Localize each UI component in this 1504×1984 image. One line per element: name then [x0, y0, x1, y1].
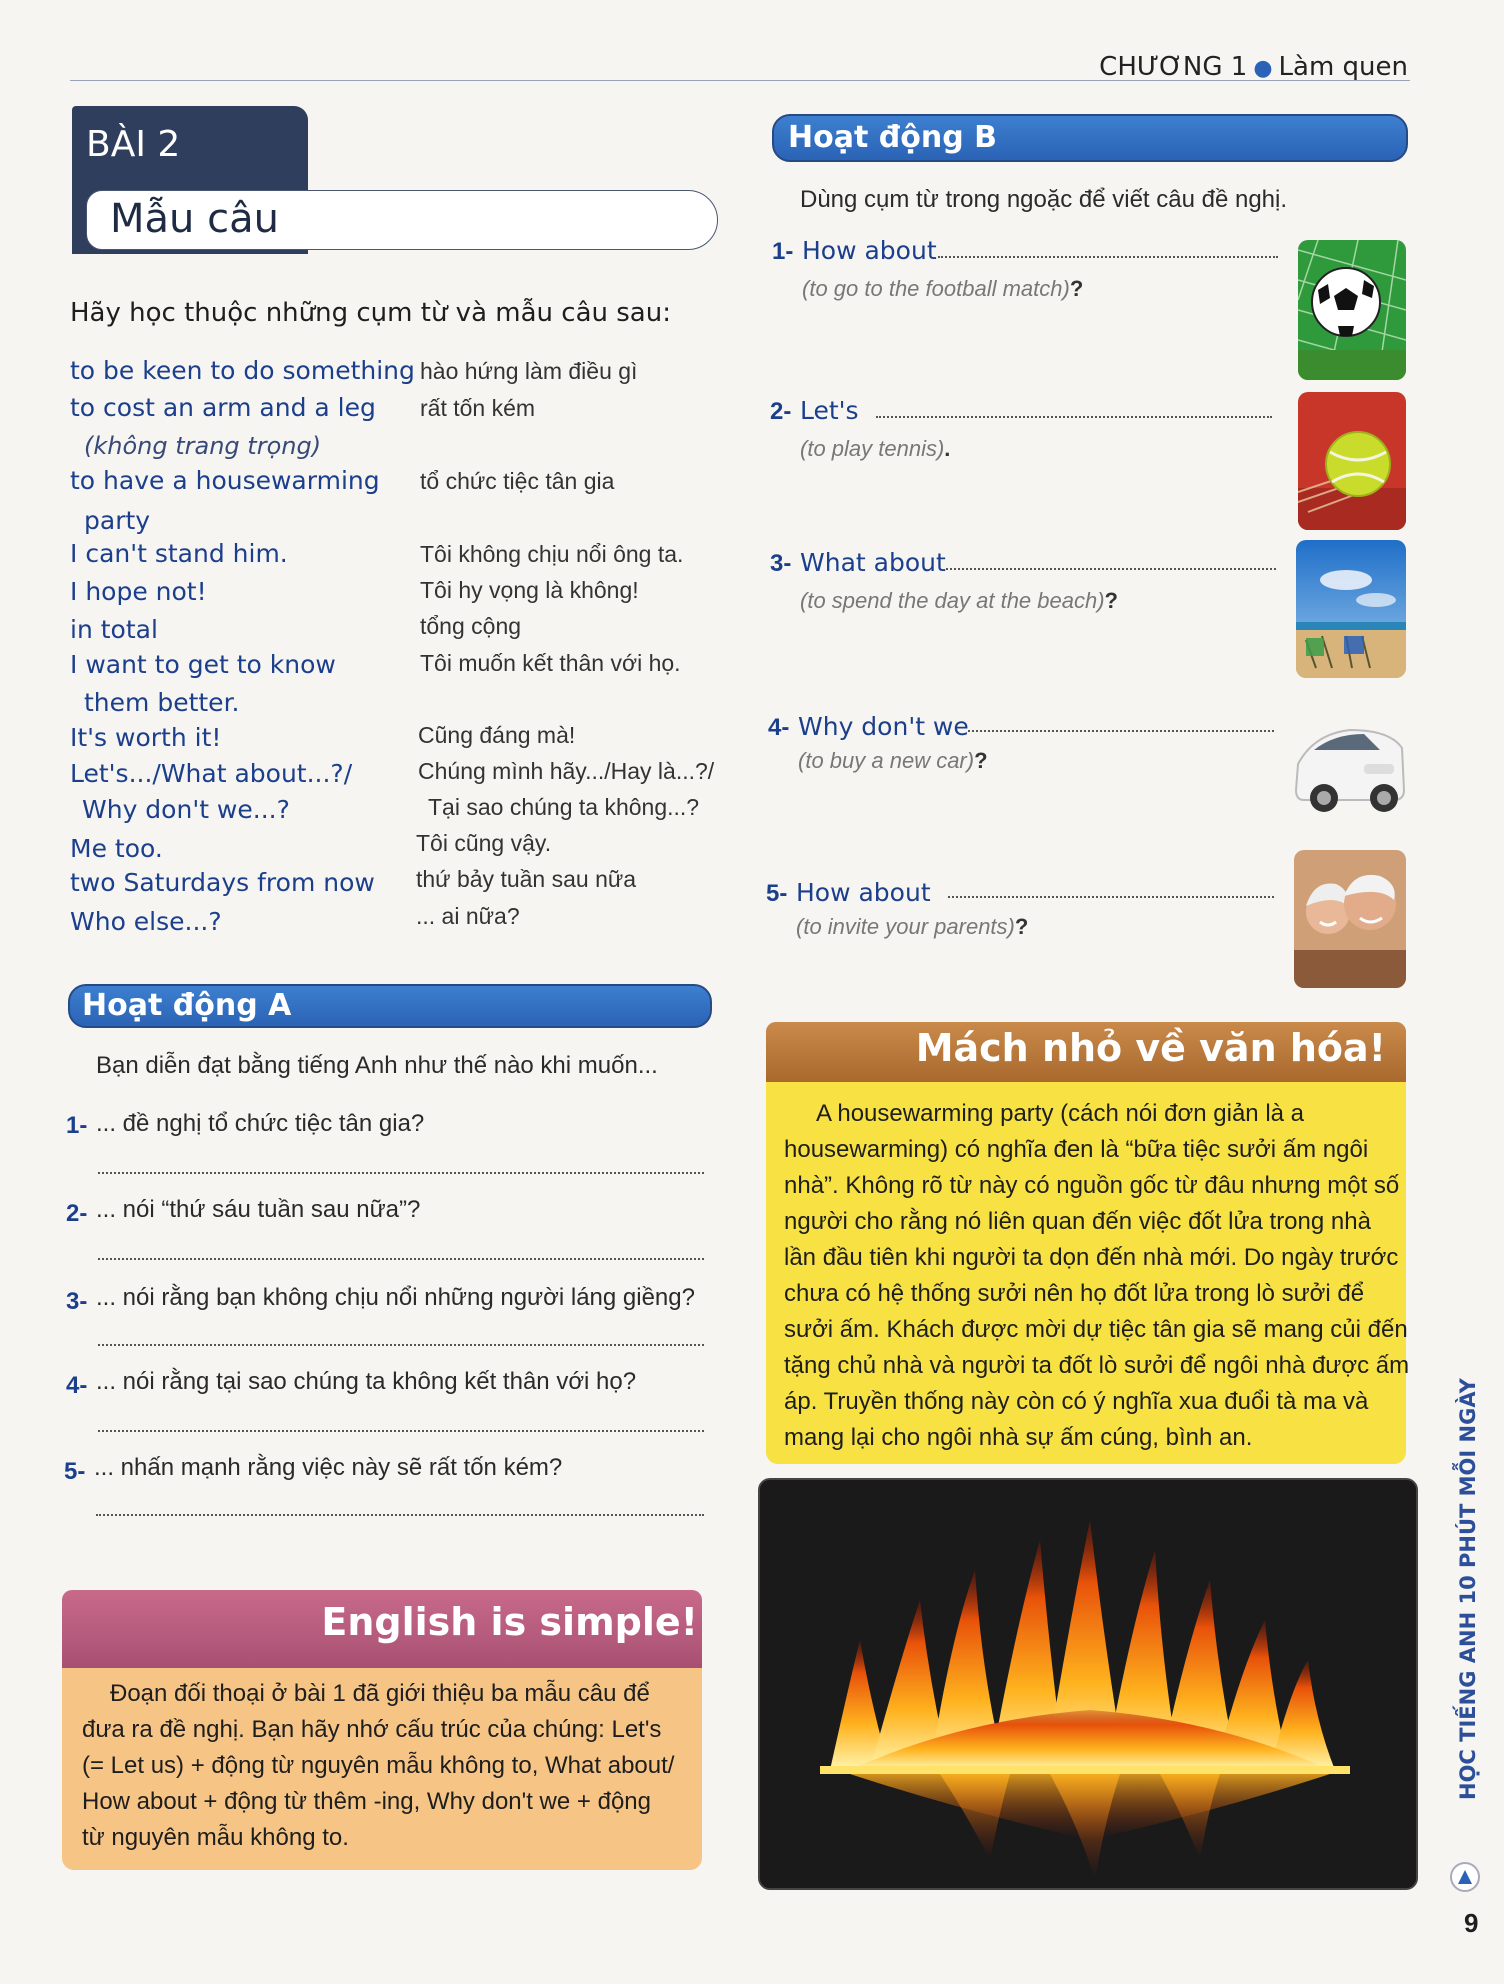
phrase-vi: rất tốn kém	[420, 395, 536, 421]
header-divider	[70, 80, 1410, 81]
phrase-vi: tổ chức tiệc tân gia	[420, 468, 615, 494]
activity-a-num: 1-	[66, 1112, 88, 1139]
chapter-label: CHƯƠNG 1	[1099, 52, 1248, 82]
activity-b-hint: (to invite your parents)?	[796, 914, 1029, 939]
activity-a-question: ... nói rằng bạn không chịu nổi những người láng giềng?	[96, 1284, 695, 1311]
phrase-en: I hope not!	[70, 577, 207, 606]
phrase-en: to be keen to do something	[70, 356, 415, 385]
answer-line[interactable]	[98, 1430, 704, 1432]
phrase-en: Why don't we...?	[82, 795, 290, 824]
activity-b-lead: What about	[800, 548, 946, 577]
activity-a-question: ... đề nghị tổ chức tiệc tân gia?	[96, 1110, 425, 1137]
activity-b-lead: How about	[802, 236, 937, 265]
culture-line: chưa có hệ thống sưởi nên họ đốt lửa trong lò sưởi để	[784, 1280, 1365, 1307]
parents-photo	[1294, 850, 1406, 988]
phrase-en: to cost an arm and a leg	[70, 393, 376, 422]
answer-line[interactable]	[96, 1514, 704, 1516]
phrase-en-note: (không trang trọng)	[84, 432, 322, 460]
activity-b-num: 2-	[770, 398, 792, 425]
culture-line: tặng chủ nhà và người ta đốt lò sưởi để ngôi nhà được ấm	[784, 1352, 1410, 1379]
activity-a-title: Hoạt động A	[82, 988, 292, 1023]
bullet-icon: ●	[1253, 56, 1273, 81]
activity-b-num: 3-	[770, 550, 792, 577]
answer-line[interactable]	[946, 568, 1276, 570]
phrase-en: I can't stand him.	[70, 539, 288, 568]
activity-a-num: 4-	[66, 1372, 88, 1399]
culture-line: A housewarming party (cách nói đơn giản là a	[816, 1100, 1305, 1127]
answer-line[interactable]	[876, 416, 1272, 418]
phrase-en: party	[84, 506, 151, 535]
culture-line: lần đầu tiên khi người ta dọn đến nhà mới. Do ngày trước	[784, 1244, 1399, 1271]
answer-line[interactable]	[98, 1344, 704, 1346]
phrase-vi: Tôi hy vọng là không!	[420, 577, 639, 603]
activity-b-hint: (to buy a new car)?	[798, 748, 988, 773]
phrase-en: Who else...?	[70, 907, 222, 936]
english-simple-title: English is simple!	[321, 1600, 698, 1644]
culture-line: mang lại cho ngôi nhà sự ấm cúng, bình an.	[784, 1424, 1253, 1451]
phrase-en: I want to get to know	[70, 650, 336, 679]
activity-b-title: Hoạt động B	[788, 120, 997, 155]
activity-b-hint: (to go to the football match)?	[802, 276, 1084, 301]
activity-a-question: ... nhấn mạnh rằng việc này sẽ rất tốn kém?	[94, 1454, 563, 1481]
answer-line[interactable]	[98, 1258, 704, 1260]
activity-a-question: ... nói “thứ sáu tuần sau nữa”?	[96, 1196, 421, 1223]
english-simple-line: đưa ra đề nghị. Bạn hãy nhớ cấu trúc của chúng: Let's	[82, 1716, 662, 1743]
phrase-vi: Tại sao chúng ta không...?	[428, 794, 700, 820]
answer-line[interactable]	[948, 896, 1274, 898]
intro-text: Hãy học thuộc những cụm từ và mẫu câu sau:	[70, 298, 671, 328]
culture-line: áp. Truyền thống này còn có ý nghĩa xua đuổi tà ma và	[784, 1388, 1369, 1415]
english-simple-line: How about + động từ thêm -ing, Why don't we + động	[82, 1788, 651, 1815]
chapter-section: Làm quen	[1278, 52, 1408, 82]
fire-photo	[758, 1478, 1418, 1890]
phrase-vi: hào hứng làm điều gì	[420, 358, 638, 384]
activity-b-lead: Let's	[800, 396, 859, 425]
car-photo	[1294, 704, 1406, 820]
phrase-vi: Chúng mình hãy.../Hay là...?/	[418, 758, 715, 784]
beach-photo	[1296, 540, 1406, 678]
activity-b-num: 1-	[772, 238, 794, 265]
lesson-label: BÀI 2	[86, 124, 181, 165]
activity-b-num: 4-	[768, 714, 790, 741]
phrase-en: Let's.../What about...?/	[70, 759, 353, 788]
culture-line: người cho rằng nó liên quan đến việc đốt lửa trong nhà	[784, 1208, 1371, 1235]
lesson-title: Mẫu câu	[110, 196, 279, 242]
activity-b-hint: (to play tennis).	[800, 436, 951, 461]
football-photo	[1298, 240, 1406, 380]
phrase-vi: thứ bảy tuần sau nữa	[416, 866, 637, 892]
english-simple-line: Đoạn đối thoại ở bài 1 đã giới thiệu ba mẫu câu để	[110, 1680, 650, 1707]
tennis-photo	[1298, 392, 1406, 530]
phrase-vi: Tôi muốn kết thân với họ.	[420, 650, 681, 676]
phrase-en: them better.	[84, 688, 240, 717]
phrase-en: Me too.	[70, 834, 163, 863]
clock-icon	[1450, 1862, 1480, 1892]
phrase-vi: tổng cộng	[420, 613, 522, 639]
chapter-header	[1099, 52, 1408, 82]
answer-line[interactable]	[938, 256, 1278, 258]
activity-b-lead: Why don't we	[798, 712, 969, 741]
activity-b-num: 5-	[766, 880, 788, 907]
phrase-vi: Tôi không chịu nổi ông ta.	[420, 541, 684, 567]
activity-a-num: 3-	[66, 1288, 88, 1315]
activity-a-num: 5-	[64, 1458, 86, 1485]
culture-title: Mách nhỏ về văn hóa!	[915, 1026, 1386, 1070]
activity-a-question: ... nói rằng tại sao chúng ta không kết thân với họ?	[96, 1368, 637, 1395]
book-title: HỌC TIẾNG ANH 10 PHÚT MỖI NGÀY	[1456, 1378, 1480, 1800]
activity-a-num: 2-	[66, 1200, 88, 1227]
phrase-en: two Saturdays from now	[70, 868, 375, 897]
phrase-en: It's worth it!	[70, 723, 222, 752]
activity-b-instruction: Dùng cụm từ trong ngoặc để viết câu đề nghị.	[800, 186, 1288, 213]
phrase-vi: Tôi cũng vậy.	[416, 830, 552, 856]
answer-line[interactable]	[968, 730, 1274, 732]
culture-line: nhà”. Không rõ từ này có nguồn gốc từ đâu nhưng một số	[784, 1172, 1400, 1199]
phrase-vi: ... ai nữa?	[416, 903, 520, 929]
answer-line[interactable]	[98, 1172, 704, 1174]
activity-a-instruction: Bạn diễn đạt bằng tiếng Anh như thế nào khi muốn...	[96, 1052, 658, 1079]
activity-b-hint: (to spend the day at the beach)?	[800, 588, 1118, 613]
culture-line: sưởi ấm. Khách được mời dự tiệc tân gia sẽ mang củi đến	[784, 1316, 1408, 1343]
phrase-en: in total	[70, 615, 158, 644]
culture-line: housewarming) có nghĩa đen là “bữa tiệc sưởi ấm ngôi	[784, 1136, 1369, 1163]
english-simple-line: (= Let us) + động từ nguyên mẫu không to, What about/	[82, 1752, 675, 1779]
english-simple-line: từ nguyên mẫu không to.	[82, 1824, 349, 1851]
page-number: 9	[1464, 1908, 1479, 1938]
phrase-vi: Cũng đáng mà!	[418, 722, 576, 748]
phrase-en: to have a housewarming	[70, 466, 380, 495]
activity-b-lead: How about	[796, 878, 931, 907]
